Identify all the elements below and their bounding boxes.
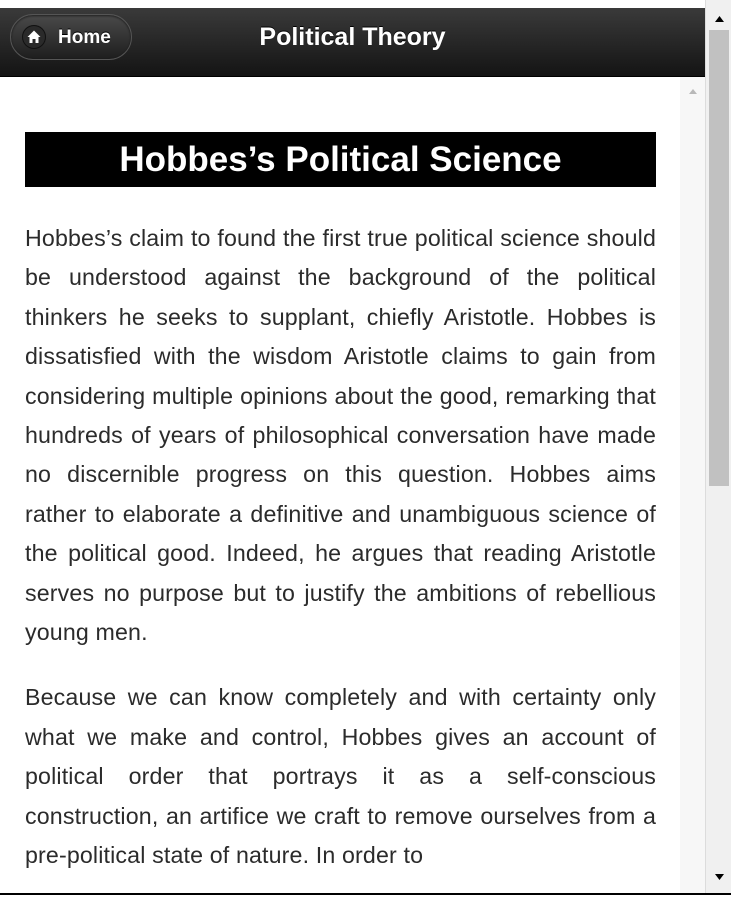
scrollbar-thumb[interactable] <box>709 30 729 486</box>
top-bar <box>0 8 705 77</box>
home-icon <box>22 25 46 49</box>
arrow-up-icon[interactable] <box>680 83 705 99</box>
arrow-up-icon[interactable] <box>706 10 731 28</box>
arrow-down-icon[interactable] <box>706 868 731 886</box>
outer-scrollbar[interactable] <box>705 0 731 894</box>
article-paragraph: Because we can know completely and with certainty only what we make and control, Hobbes gives an account of political order that portrays it as a self-conscious construction, an artifice we craft to remove ourselves from a pre-political state of nature. In order to <box>25 684 656 869</box>
article-heading: Hobbes’s Political Science <box>25 132 656 187</box>
page-title: Political Theory <box>259 23 446 51</box>
article-paragraph: Hobbes’s claim to found the first true political science should be understood against the background of the political thinkers he seeks to supplant, chiefly Aristotle. Hobbes is dissatisfied with the wisdom Aristotle claims to gain from considering multiple opinions about the good, remarking that hundreds of years of philosophical conversation have made no discernible progress on this question. Hobbes aims rather to elaborate a definitive and unambiguous science of the political good. Indeed, he argues that reading Aristotle serves no purpose but to justify the ambitions of rebellious young men. <box>25 225 656 646</box>
home-button[interactable] <box>10 14 132 60</box>
article-content <box>25 77 656 876</box>
window-bottom-edge <box>0 893 731 900</box>
inner-scrollbar[interactable] <box>680 77 705 894</box>
home-button-label: Home <box>58 27 111 48</box>
